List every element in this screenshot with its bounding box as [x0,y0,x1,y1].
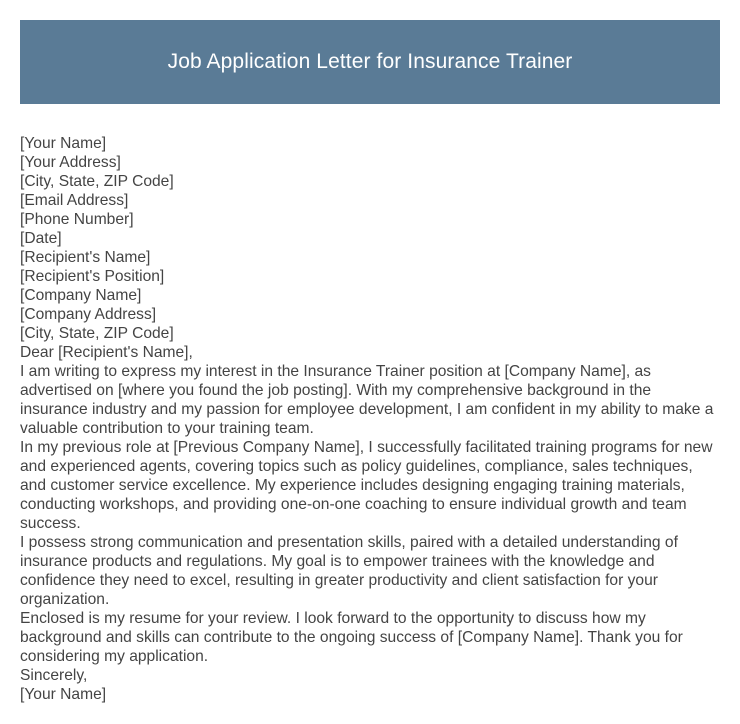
company-city: [City, State, ZIP Code] [20,325,174,342]
signature: [Your Name] [20,686,107,703]
salutation: Dear [Recipient's Name], [20,344,193,361]
company-address: [Company Address] [20,306,157,323]
letter-header [20,20,720,104]
company-name: [Company Name] [20,287,142,304]
sender-city: [City, State, ZIP Code] [20,173,174,190]
sender-phone: [Phone Number] [20,211,134,228]
closing: Sincerely, [20,667,88,684]
paragraph-skills: I possess strong communication and presentation skills, paired with a detailed understanding of insurance products and regulations. My goal is to empower trainees with the knowledge and confidence they need to excel, resulting in greater productivity and client satisfaction for your organization. [20,534,678,608]
sender-name: [Your Name] [20,135,107,152]
letter-body [20,134,722,704]
page-title: Job Application Letter for Insurance Trainer [167,50,573,73]
paragraph-experience: In my previous role at [Previous Company Name], I successfully facilitated training programs for new and experienced agents, covering topics such as policy guidelines, compliance, sales techniques, and customer service excellence. My experience includes designing engaging training materials, conducting workshops, and providing one-on-one coaching to ensure individual growth and team success. [20,439,713,532]
paragraph-interest: I am writing to express my interest in the Insurance Trainer position at [Company Name], as advertised on [where you found the job posting]. With my comprehensive background in the insurance industry and my passion for employee development, I am confident in my ability to make a valuable contribution to your training team. [20,363,714,437]
recipient-position: [Recipient's Position] [20,268,165,285]
paragraph-closing: Enclosed is my resume for your review. I look forward to the opportunity to discuss how my background and skills can contribute to the ongoing success of [Company Name]. Thank you for considering my application. [20,610,683,665]
sender-email: [Email Address] [20,192,129,209]
letter-date: [Date] [20,230,62,247]
recipient-name: [Recipient's Name] [20,249,151,266]
sender-address: [Your Address] [20,154,121,171]
